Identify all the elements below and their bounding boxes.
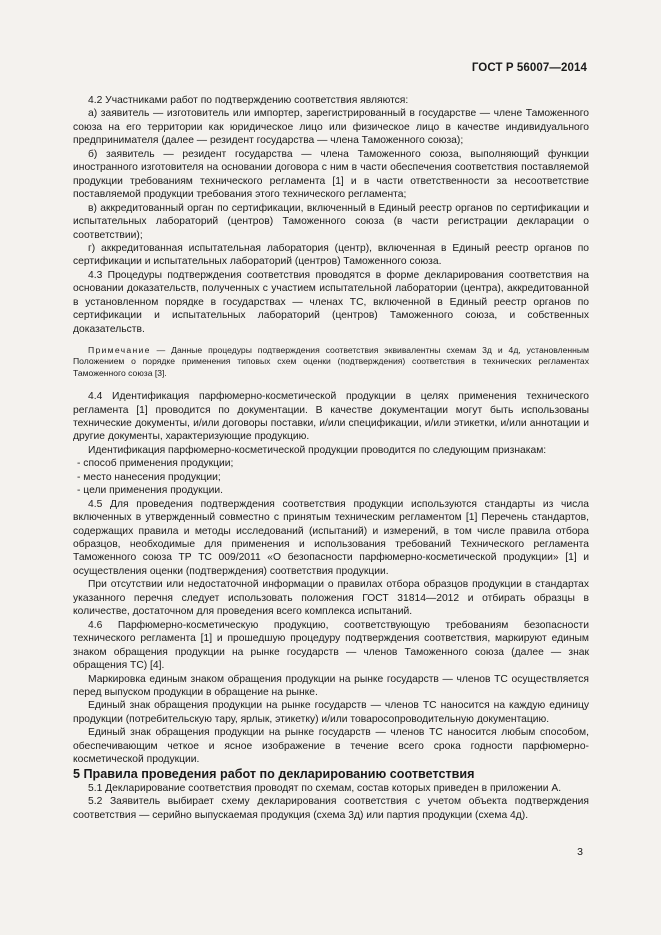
note xyxy=(73,345,589,379)
paragraph-4-2-d: г) аккредитованная испытательная лаборатория (центр), включенная в Единый реестр органов по сертификации и испытательных лабораторий (центров) Таможенного союза. xyxy=(73,242,589,268)
paragraph-4-2: 4.2 Участниками работ по подтверждению соответствия являются: xyxy=(88,95,409,106)
standard-header: ГОСТ Р 56007—2014 xyxy=(471,62,587,74)
document-body xyxy=(73,94,589,822)
paragraph-sampling: При отсутствии или недостаточной информации о правилах отбора образцов продукции в стандартах указанного перечня следует использовать положения ГОСТ 31814—2012 и отбирать образцы в количестве, достаточном для проведения всего комплекса испытаний. xyxy=(73,579,589,618)
paragraph-4-5: 4.5 Для проведения подтверждения соответствия продукции используются стандарты из числа включенных в утвержденный совместно с принятым техническим регламентом [1] Перечень стандартов, содержащих правила и методы исследований (испытаний) и измерений, в том числе правила отбора образцов, необходимые для применения и использования требований Технического регламента Таможенного союза ТР ТС 009/2011 «О безопасности парфюмерно-косметической продукции» [1] и осуществления оценки (подтверждения) соответствия продукции. xyxy=(73,498,589,577)
paragraph-4-2-a: а) заявитель — изготовитель или импортер, зарегистрированный в государстве — члене Таможенного союза на его территории как юридическое лицо или физическое лицо в качестве индивидуального предпринимателя (далее — резидент государства — члена Таможенного союза); xyxy=(73,108,589,147)
section-5-title: 5 Правила проведения работ по декларированию соответствия xyxy=(73,766,475,781)
note-label: Примечание xyxy=(88,345,151,356)
note-text: — Данные процедуры подтверждения соответствия эквивалентны схемам 3д и 4д, установленным Положением о порядке применения типовых схем оценки (подтверждения) соответствия в технических регламентах Таможенного союза [3]. xyxy=(73,345,589,378)
paragraph-4-6: 4.6 Парфюмерно-косметическую продукцию, соответствующую требованиям безопасности технического регламента [1] и прошедшую процедуру подтверждения соответствия, маркируют единым знаком обращения продукции на рынке государств — членов Таможенного союза (далее — знак обращения ТС) [4]. xyxy=(73,619,589,672)
paragraph-mark-placement: Единый знак обращения продукции на рынке государств — членов ТС наносится на каждую единицу продукции (потребительскую тару, ярлык, этикетку) и/или товаросопроводительную документацию. xyxy=(73,700,589,725)
dash-item: - цели применения продукции. xyxy=(77,485,223,497)
dash-item: - способ применения продукции; xyxy=(77,458,234,470)
dash-item: - место нанесения продукции; xyxy=(77,471,221,483)
paragraph-mark-method: Единый знак обращения продукции на рынке государств — членов ТС наносится любым способом, обеспечивающим четкое и ясное изображение в течение всего срока годности парфюмерно-косметической продукции. xyxy=(73,727,589,766)
paragraph-5-1: 5.1 Декларирование соответствия проводят по схемам, состав которых приведен в приложении А. xyxy=(88,782,562,794)
paragraph-marking: Маркировка единым знаком обращения продукции на рынке государств — членов ТС осуществляется перед выпуском продукции в обращение на рынке. xyxy=(73,673,589,699)
paragraph-identification: Идентификация парфюмерно-косметической продукции проводится по следующим признакам: xyxy=(88,444,547,456)
page-number: 3 xyxy=(577,846,583,858)
paragraph-4-4: 4.4 Идентификация парфюмерно-косметической продукции в целях применения технического регламента [1] проводится по документации. В качестве документации могут быть использованы технические документы, и/или договоры поставки, и/или спецификации, и/или этикетки, и/или аннотации и другие документы, характеризующие продукцию. xyxy=(73,391,589,443)
paragraph-5-2: 5.2 Заявитель выбирает схему декларирования соответствия с учетом объекта подтверждения соответствия — серийно выпускаемая продукция (схема 3д) или партия продукции (схема 4д). xyxy=(73,796,589,821)
paragraph-4-2-c: в) аккредитованный орган по сертификации, включенный в Единый реестр органов по сертификации и испытательных лабораторий (центров) Таможенного союза (в части регистрации декларации о соответствии); xyxy=(73,202,589,241)
paragraph-4-3: 4.3 Процедуры подтверждения соответствия проводятся в форме декларирования соответствия на основании доказательств, полученных с участием испытательной лаборатории (центра), аккредитованной в установленном порядке в государствах — членах ТС, включенной в Единый реестр органов по сертификации и испытательных лабораторий (центров) Таможенного союза, и собственных доказательств. xyxy=(73,269,589,335)
paragraph-4-2-b: б) заявитель — резидент государства — члена Таможенного союза, выполняющий функции иностранного изготовителя на основании договора с ним в части обеспечения соответствия поставляемой продукции требованиям технического регламента [1] и в части ответственности за несоответствие поставляемой продукции требования этого технического регламента; xyxy=(73,148,589,201)
